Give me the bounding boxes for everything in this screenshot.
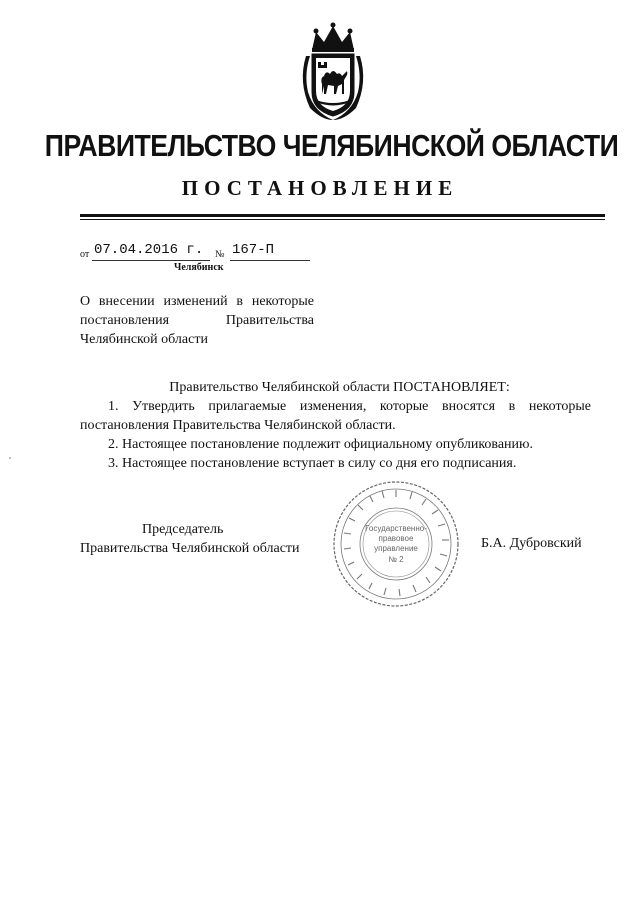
government-title: ПРАВИТЕЛЬСТВО ЧЕЛЯБИНСКОЙ ОБЛАСТИ [44,128,619,163]
subject-line: постановления Правительства [80,313,314,328]
date-label: от [80,249,90,260]
decree-item: 1. Утвердить прилагаемые изменения, которые вносятся в некоторые постановления Правительства Челябинской области. [80,399,591,433]
header-rule-thick [80,214,605,217]
header-rule-thin [80,219,605,220]
document-date: 07.04.2016 г. [94,242,204,258]
coat-of-arms-emblem [292,22,374,124]
signatory-name: Б.А. Дубровский [481,536,582,551]
scan-artifact [9,457,11,459]
seal-inner-line: управление [374,544,418,553]
signatory-position [80,520,320,558]
number-label: № [215,249,225,260]
city-label: Челябинск [174,262,224,273]
subject-line: Челябинской области [80,332,208,347]
document-number: 167-П [232,242,275,258]
official-seal-stamp [330,478,462,610]
decree-statement: Правительство Челябинской области ПОСТАНОВЛЯЕТ: [169,380,510,395]
position-line: Председатель [142,522,224,537]
registration-line [80,244,320,264]
document-type-title: ПОСТАНОВЛЕНИЕ [181,176,459,200]
seal-inner-line: Государственно- [365,524,427,533]
date-underline [92,260,210,261]
document-body [80,378,591,473]
number-underline [230,260,310,261]
seal-inner-line: правовое [378,534,414,543]
decree-item: 2. Настоящее постановление подлежит официальному опубликованию. [108,437,533,452]
subject-line: О внесении изменений в некоторые [80,294,314,309]
seal-inner-line: № 2 [388,555,404,564]
decree-item: 3. Настоящее постановление вступает в силу со дня его подписания. [108,456,517,471]
document-subject [80,292,314,349]
position-line: Правительства Челябинской области [80,541,300,556]
